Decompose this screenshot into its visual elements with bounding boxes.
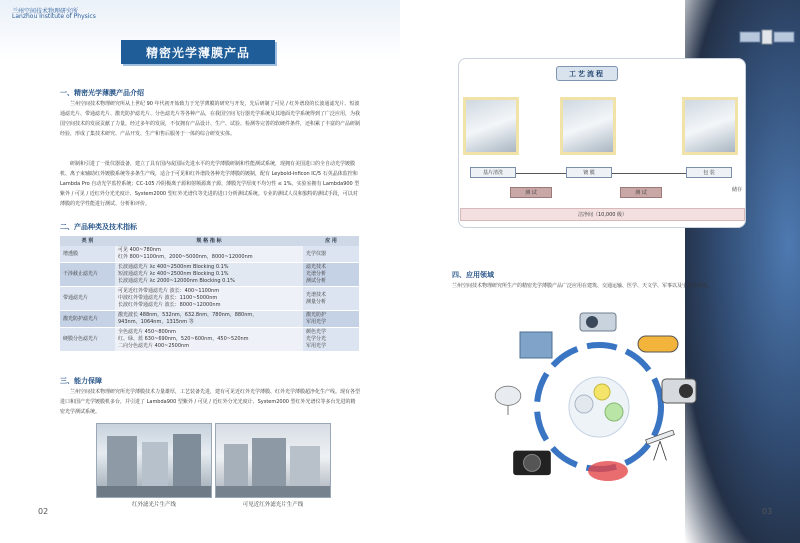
institute-name-cn: 兰州空间技术物理研究所	[12, 8, 79, 15]
page-number-left: 02	[38, 507, 49, 516]
photo-caption-1: 红外滤光片生产线	[131, 502, 176, 508]
table-row	[60, 246, 359, 263]
table-row	[60, 328, 359, 352]
right-page	[400, 0, 800, 543]
table-header-spec: 规 格 指 标	[115, 236, 303, 246]
spec-table	[60, 236, 359, 352]
cell-spec: 可见近红外带通滤光片 波长：400~1100nm 中波红外带通滤光片 波长：1100~5000nm 长波红外带通滤光片 波长：8000~12000nm	[115, 287, 303, 311]
cell-category: 硬膜分色滤光片	[60, 328, 115, 352]
satellite-icon	[736, 20, 796, 56]
table-header-application: 应 用	[303, 236, 359, 246]
section-heading-intro: 一、精密光学薄膜产品介绍	[60, 89, 144, 97]
section-heading-applications: 四、应用领域	[452, 271, 494, 279]
cell-category: 干涉截止滤光片	[60, 263, 115, 287]
cell-application: 激光防护 军用光学	[303, 311, 359, 328]
building-icon	[514, 328, 558, 360]
page-title: 精密光学薄膜产品	[121, 40, 275, 64]
photo-vis-nir-production-line	[215, 423, 331, 498]
table-row	[60, 263, 359, 287]
cell-spec: 激光波长 488nm，532nm，632.8nm，780nm，880nm， 943nm，1064nm，1315nm 等	[115, 311, 303, 328]
table-header-category: 类 别	[60, 236, 115, 246]
projector-icon	[576, 305, 620, 337]
satellite-dish-icon	[486, 383, 530, 415]
cell-category: 带通滤光片	[60, 287, 115, 311]
flow-arrow	[516, 173, 566, 174]
page-number-right: 03	[762, 507, 773, 516]
cell-application: 光谱技术 测量分析	[303, 287, 359, 311]
test-box-2: 测 试	[620, 187, 662, 198]
section-heading-capability: 三、能力保障	[60, 377, 102, 385]
cell-application: 光学仪器	[303, 246, 359, 263]
step-packaging: 包 装	[686, 167, 732, 178]
cell-application: 颜色光学 光学分光 军用光学	[303, 328, 359, 352]
process-photo-coating	[560, 97, 616, 155]
cell-category: 激光防护滤光片	[60, 311, 115, 328]
intro-paragraph-1: 兰州空间技术物理研究所从上世纪 90 年代初开始致力于光学薄膜的研究与开发，先后研制了可见 / 红外谱段的长波通滤光片、短波通滤光片、带通滤光片、激光防护滤光片、分色滤光片等各种产品，在我国空间飞行器光学系统及其地面光学系统得到了广泛应用，为我国空间技术的发展贡献了力量。经过多年的发展，不仅拥有产品设计、生产、试验、检测等完善的软硬件条件，还积累了丰富的产品研制经验，形成了集技术研究、产品开发、生产和售后服务于一体的综合研发实体。	[60, 101, 360, 137]
camera-icon	[510, 445, 554, 477]
step-substrate-cleaning: 基片清洗	[470, 167, 516, 178]
goggles-icon	[636, 328, 680, 360]
cell-category: 增透膜	[60, 246, 115, 263]
test-box-1: 测 试	[510, 187, 552, 198]
section-heading-products: 二、产品种类及技术指标	[60, 223, 137, 231]
step-coating: 镀 膜	[566, 167, 612, 178]
table-row	[60, 287, 359, 311]
process-title: 工艺流程	[556, 66, 618, 81]
step-storage: 储存	[731, 187, 742, 193]
safety-glasses-icon	[586, 455, 630, 487]
cell-application: 滤光技术 光谱分析 测试分析	[303, 263, 359, 287]
cleanroom-bar: 洁净间（10,000 级）	[460, 208, 745, 221]
cell-spec: 长波通滤光片 λc 400~2500nm Blocking 0.1% 短波通滤光片 λc 400~2500nm Blocking 0.1% 长波通滤光片 λc 2000~12000nm Blocking 0.1%	[115, 263, 303, 287]
photo-ir-production-line	[96, 423, 212, 498]
institute-name-en: Lanzhou Institute of Physics	[12, 13, 96, 20]
cell-spec: 全色滤光片 450~800nm 红、绿、蓝 630~690nm，520~600nm，450~520nm 二向分色滤光片 400~2500nm	[115, 328, 303, 352]
applications-paragraph: 兰州空间技术物理研究所生产的精密光学薄膜产品广泛应用在建筑、交通运输、医学、天文学、军事以及宇航等领域。	[452, 283, 713, 289]
capability-paragraph: 兰州空间技术物理研究所光学薄膜技术力量雄厚，工艺装备先进，建有可见近红外光学薄膜、红外光学薄膜超净化生产线。现有各型进口和国产光学镀膜机多台，并引进了 Lambda900 型紫外 / 可见 / 近红外分光光度计、System2000 型红外光谱仪等多台先进的精密光学测试系统。	[60, 389, 360, 415]
intro-paragraph-2: 研制和引进了一批仪器设备，建立了具有国内或国际先进水平的光学薄膜研制和性能测试系统，现拥有美国进口的全自动光学镀膜机、离子束辅助红外镀膜系统等多条生产线，适合于可见和红外谱段各种光学薄膜的镀制，配有 Leybold-Inficon IC/5 石英晶体监控和 Lambda Pro 自动光学监控系统；CC-105 冷阴极离子源和射频源离子源，薄膜光学厚度不均匀性 ≤ 1%。实验室拥有 Lambda900 型紫外 / 可见 / 近红外分光光度计、System2000 型红外光谱仪等先进的进口分析测试系统。专业的测试人员和独特的测试手段，可以对薄膜的光学性能进行测试、分析和评价。	[60, 161, 360, 207]
table-row	[60, 311, 359, 328]
photo-caption-2: 可见近红外滤光片生产线	[242, 502, 304, 508]
process-photo-cleaning	[463, 97, 519, 155]
flow-arrow	[612, 173, 686, 174]
rangefinder-icon	[658, 375, 702, 407]
cell-spec: 可见 400~780nm 红外 800~1100nm，2000~5000nm，8000~12000nm	[115, 246, 303, 263]
process-photo-packaging	[682, 97, 738, 155]
telescope-icon	[638, 430, 682, 462]
